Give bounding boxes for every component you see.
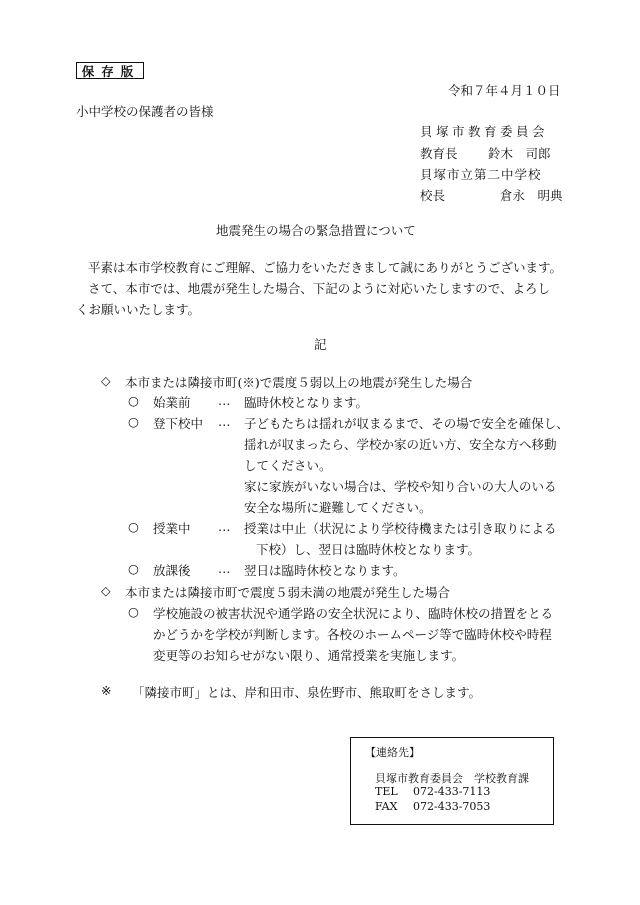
item-text: 授業は中止（状況により学校待機または引き取りによる — [244, 521, 557, 536]
item-marker: ○ — [128, 519, 139, 534]
contact-box — [350, 737, 554, 825]
section1-title: 本市または隣接市町(※)で震度５弱以上の地震が発生した場合 — [125, 375, 473, 390]
document-heading: 地震発生の場合の緊急措置について — [216, 223, 416, 238]
item-text: 安全な場所に避難してください。 — [244, 500, 432, 515]
recipient: 小中学校の保護者の皆様 — [76, 104, 214, 119]
intro-line-3: くお願いいたします。 — [76, 302, 201, 317]
section2-item-marker: ○ — [128, 604, 139, 619]
item-text: してください。 — [244, 458, 332, 473]
item-marker: ○ — [128, 393, 139, 408]
item-text: 下校）し、翌日は臨時休校となります。 — [256, 542, 481, 557]
contact-org: 貝塚市教育委員会 学校教育課 — [375, 772, 529, 785]
item-sep: … — [218, 414, 231, 429]
intro-line-1: 平素は本市学校教育にご理解、ご協力をいただきまして誠にありがとうございます。 — [88, 260, 563, 275]
item-marker: ○ — [128, 414, 139, 429]
section2-marker: ◇ — [101, 583, 111, 598]
contact-tel: 072-433-7113 — [413, 785, 491, 798]
section1-marker: ◇ — [101, 373, 111, 388]
contact-tel-label: TEL — [375, 785, 398, 798]
item-text: 臨時休校となります。 — [244, 395, 369, 410]
sender-org-1: 貝塚市教育委員会 — [420, 124, 549, 139]
section2-title: 本市または隣接市町で震度５弱未満の地震が発生した場合 — [125, 585, 451, 600]
item-text: 子どもたちは揺れが収まるまで、その場で安全を確保し、 — [244, 416, 569, 431]
item-text: 揺れが収まったら、学校か家の近い方、安全な方へ移動 — [244, 437, 557, 452]
sender-title-2: 校長 — [420, 188, 446, 203]
intro-line-2: さて、本市では、地震が発生した場合、下記のように対応いたしますので、よろし — [88, 281, 551, 296]
sender-title-1: 教育長 — [420, 146, 458, 161]
item-label-after-school: 放課後 — [153, 563, 191, 578]
item-sep: … — [218, 519, 231, 534]
contact-fax-label: FAX — [375, 800, 398, 813]
section2-text: 学校施設の被害状況や通学路の安全状況により、臨時休校の措置をとる — [153, 606, 554, 621]
item-label-commuting: 登下校中 — [153, 416, 204, 431]
section2-text: 変更等のお知らせがない限り、通常授業を実施します。 — [153, 648, 465, 663]
note-marker: ※ — [101, 683, 112, 698]
item-label-in-class: 授業中 — [153, 521, 191, 536]
ki-marker: 記 — [314, 337, 327, 352]
item-label-before-school: 始業前 — [153, 395, 191, 410]
contact-title: 【連絡先】 — [365, 746, 420, 759]
sender-name-1: 鈴木 司郎 — [488, 146, 551, 161]
sender-org-2: 貝塚市立第二中学校 — [420, 167, 542, 182]
document-date: 令和７年４月１０日 — [448, 83, 561, 98]
item-marker: ○ — [128, 561, 139, 576]
item-text: 家に家族がいない場合は、学校や知り合いの大人のいる — [244, 479, 557, 494]
item-sep: … — [218, 393, 231, 408]
item-text: 翌日は臨時休校となります。 — [244, 563, 406, 578]
note-text: 「隣接市町」とは、岸和田市、泉佐野市、熊取町をさします。 — [132, 685, 482, 700]
section2-text: かどうかを学校が判断します。各校のホームページ等で臨時休校や時程 — [153, 627, 552, 642]
sender-name-2: 倉永 明典 — [500, 188, 563, 203]
item-sep: … — [218, 561, 231, 576]
contact-fax: 072-433-7053 — [413, 800, 491, 813]
archive-label: 保存版 — [76, 62, 144, 79]
